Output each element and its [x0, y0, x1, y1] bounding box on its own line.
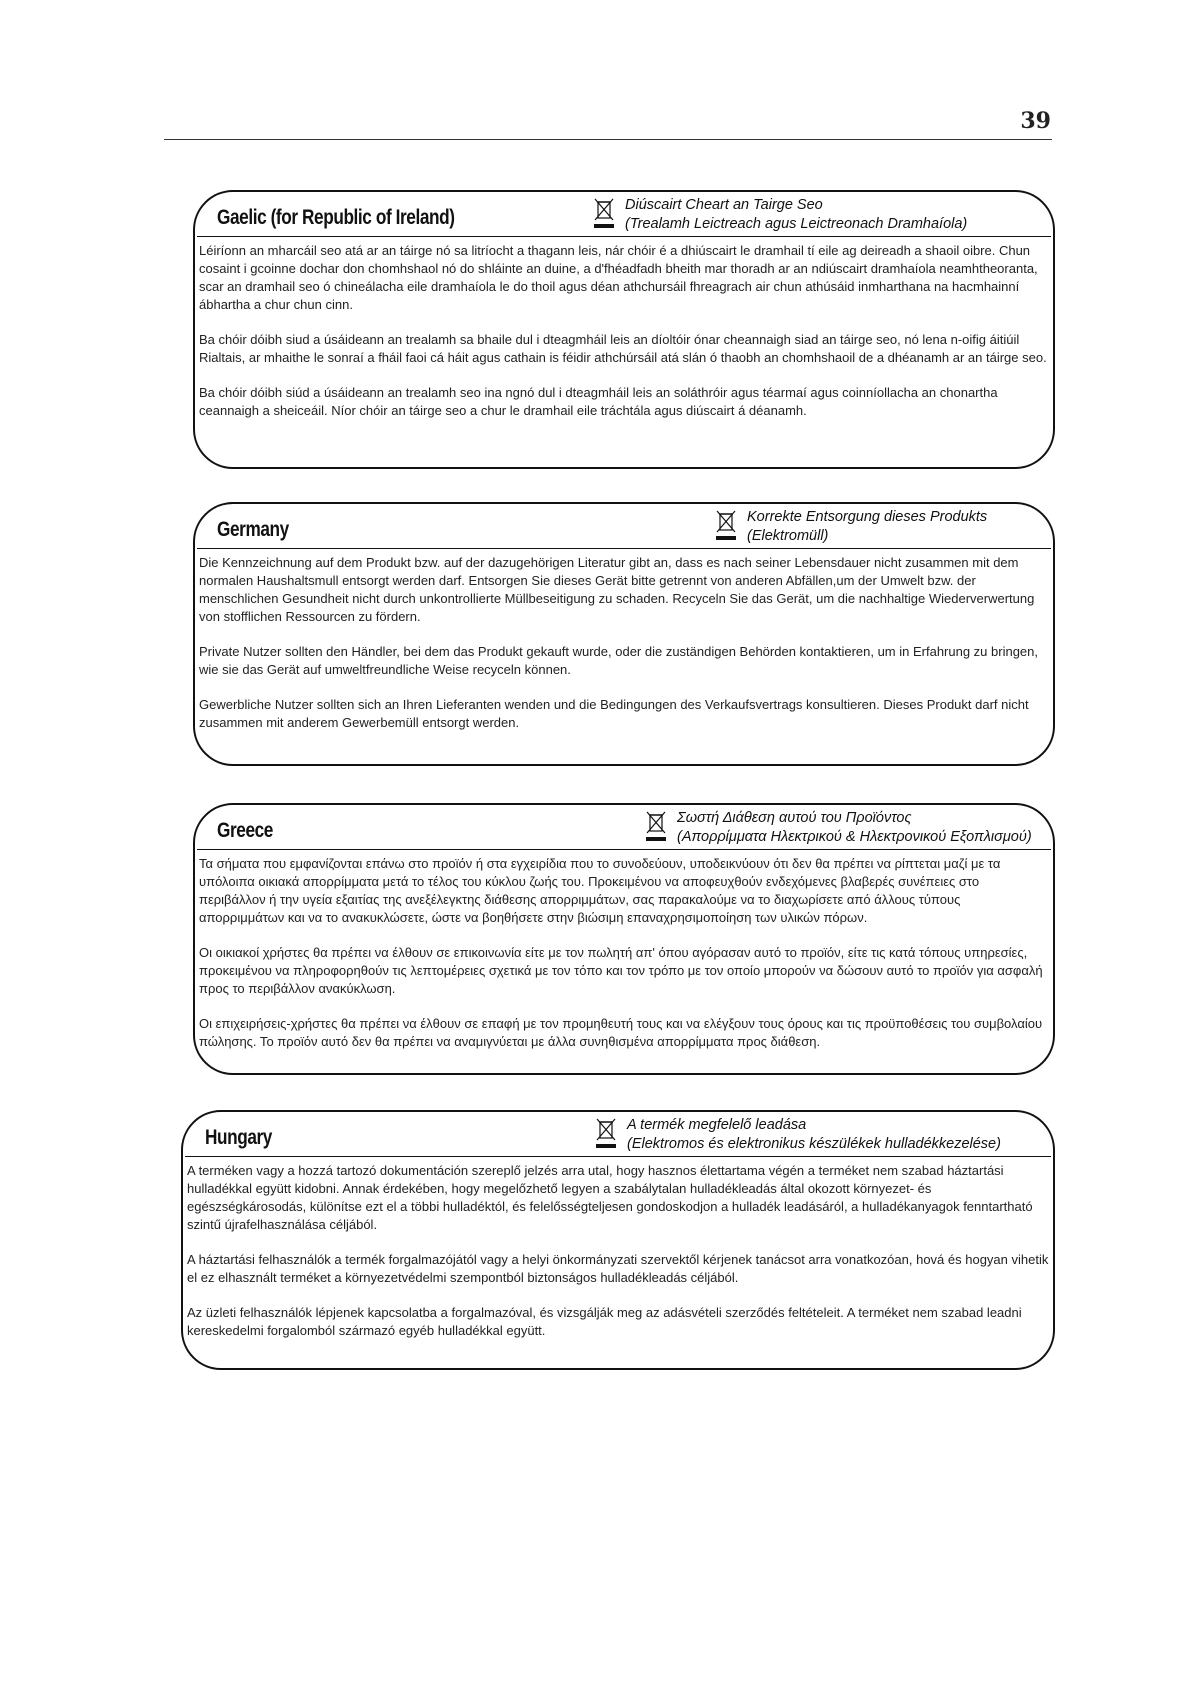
section-rule: [197, 849, 1051, 850]
section-header: [593, 196, 967, 234]
section-body: [199, 242, 1049, 437]
paragraph: Οι οικιακοί χρήστες θα πρέπει να έλθουν σε επικοινωνία είτε με τον πωλητή απ' όπου αγόρασαν αυτό το προϊόν, είτε τις κατά τόπους υπηρεσίες, προκειμένου να πληροφορηθούν τις λεπτομέρειες σχετικά με τον τόπο και τον τρόπο με τον οποίο μπορούν να δώσουν αυτό το προϊόν για ασφαλή προς το περιβάλλον ανακύκλωση.: [199, 945, 1043, 996]
weee-crossed-bin-icon: [593, 198, 615, 232]
header-line-2: (Trealamh Leictreach agus Leictreonach Dramhaíola): [625, 216, 968, 232]
section-body: [187, 1162, 1049, 1357]
header-line-1: Σωστή Διάθεση αυτού του Προϊόντος: [677, 810, 912, 826]
paragraph: Ba chóir dóibh siúd a úsáideann an trealamh seo ina ngnó dul i dteagmháil leis an soláthróir agus téarmaí agus coinníollacha an chonartha ceannaigh a sheiceáil. Níor chóir an táirge seo a chur le dramhail eile tráchtála agus diúscairt á déanamh.: [199, 385, 998, 418]
section-gaelic: [193, 190, 1055, 469]
section-body: [199, 855, 1049, 1068]
paragraph: Τα σήματα που εμφανίζονται επάνω στο προϊόν ή στα εγχειρίδια που το συνοδεύουν, υποδεικνύουν ότι δεν θα πρέπει να ρίπτεται μαζί με τα υπόλοιπα οικιακά απορρίμματα μετά το τέλος του κύκλου ζωής του. Προκειμένου να αποφευχθούν ενδεχόμενες βλαβερές συνέπειες στο περιβάλλον ή την υγεία εξαιτίας της ανεξέλεγκτης διάθεσης απορριμμάτων, σας παρακαλούμε να το διαχωρίσετε από άλλους τύπους απορριμμάτων και να το ανακυκλώσετε, ώστε να βοηθήσετε στην βιώσιμη επαναχρησιμοποίηση των υλικών πόρων.: [199, 856, 1001, 925]
paragraph: A háztartási felhasználók a termék forgalmazójától vagy a helyi önkormányzati szervektől kérjenek tanácsot arra vonatkozóan, hová és hogyan vihetik el ez elhasznált terméket a környezetvédelmi szempontból biztonságos hulladékleadás céljából.: [187, 1252, 1049, 1285]
section-rule: [185, 1156, 1051, 1157]
header-line-2: (Elektromos és elektronikus készülékek hulladékkezelése): [627, 1136, 1001, 1152]
weee-crossed-bin-icon: [645, 811, 667, 845]
section-rule: [197, 548, 1051, 549]
paragraph: Léiríonn an mharcáil seo atá ar an táirge nó sa litríocht a thagann leis, nár chóir é a dhiúscairt le dramhail tí eile ag deireadh a shaoil oibre. Chun cosaint i gcoinne dochar don chomhshaol nó do shláinte an duine, a d'fhéadfadh bheith mar thoradh ar an ndiúscairt dramhaíola neamhtheoranta, scar an dramhail seo ó chineálacha eile dramhaíola le do thoil agus déan athchursáil fhreagrach air chun athúsáid inmharthana na hacmhainní ábhartha a chur chun cinn.: [199, 243, 1038, 312]
section-hungary: [181, 1110, 1055, 1370]
paragraph: Die Kennzeichnung auf dem Produkt bzw. auf der dazugehörigen Literatur gibt an, dass es nach seiner Lebensdauer nicht zusammen mit dem normalen Haushaltsmull entsorgt werden darf. Entsorgen Sie dieses Gerät bitte getrennt von anderen Abfällen,um der Umwelt bzw. der menschlichen Gesundheit nicht durch unkontrollierte Müllbeseitigung zu schaden. Recyceln Sie das Gerät, um die nachhaltige Wiederverwertung von stofflichen Ressourcen zu fördern.: [199, 555, 1035, 624]
section-title: Greece: [217, 819, 273, 842]
paragraph: Ba chóir dóibh siud a úsáideann an trealamh sa bhaile dul i dteagmháil leis an díoltóir ónar cheannaigh siad an táirge seo, nó lena n-oifig áitiúil Rialtais, ar mhaithe le sonraí a fháil faoi cá háit agus cathain is féidir athchúrsáil atá slán ó thaobh an chomhshaoil de a dhéanamh ar an táirge seo.: [199, 332, 1047, 365]
section-header: [715, 508, 987, 546]
header-line-1: Diúscairt Cheart an Tairge Seo: [625, 197, 823, 213]
section-title: Gaelic (for Republic of Ireland): [217, 206, 455, 229]
section-greece: [193, 803, 1055, 1075]
section-rule: [197, 236, 1051, 237]
section-title: Germany: [217, 518, 289, 541]
paragraph: Οι επιχειρήσεις-χρήστες θα πρέπει να έλθουν σε επαφή με τον προμηθευτή τους και να ελέγξουν τους όρους και τις προϋποθέσεις του συμβολαίου πώλησης. Το προϊόν αυτό δεν θα πρέπει να αναμιγνύεται με άλλα συνηθισμένα απορρίμματα προς διάθεση.: [199, 1016, 1043, 1049]
section-title: Hungary: [205, 1126, 272, 1149]
weee-crossed-bin-icon: [715, 510, 737, 544]
paragraph: Private Nutzer sollten den Händler, bei dem das Produkt gekauft wurde, oder die zuständigen Behörden kontaktieren, um in Erfahrung zu bringen, wie sie das Gerät auf umweltfreundliche Weise recyceln können.: [199, 644, 1039, 677]
header-line-1: A termék megfelelő leadása: [627, 1117, 807, 1133]
page-number: 39: [1020, 108, 1051, 134]
header-line-2: (Elektromüll): [747, 528, 829, 544]
paragraph: Gewerbliche Nutzer sollten sich an Ihren Lieferanten wenden und die Bedingungen des Verkaufsvertrags konsultieren. Dieses Produkt darf nicht zusammen mit anderem Gewerbemüll entsorgt werden.: [199, 697, 1029, 730]
paragraph: Az üzleti felhasználók lépjenek kapcsolatba a forgalmazóval, és vizsgálják meg az adásvételi szerződés feltételeit. A terméket nem szabad leadni kereskedelmi forgalomból származó egyéb hulladékkal együtt.: [187, 1305, 1022, 1338]
header-line-1: Korrekte Entsorgung dieses Produkts: [747, 509, 988, 525]
section-header: [645, 809, 1032, 847]
section-body: [199, 554, 1049, 749]
paragraph: A terméken vagy a hozzá tartozó dokumentáción szereplő jelzés arra utal, hogy hasznos élettartama végén a terméket nem szabad háztartási hulladékkal együtt kidobni. Annak érdekében, hogy megelőzhető legyen a szabálytalan hulladékleadás által okozott környezet- és egészségkárosodás, különítse ezt el a többi hulladéktól, és felelősségteljesen gondoskodjon a hulladék leadásáról, a hulladékanyagok fenntartható szintű újrafelhasználása céljából.: [187, 1163, 1033, 1232]
header-rule: [164, 139, 1052, 140]
section-germany: [193, 502, 1055, 766]
header-line-2: (Απορρίμματα Ηλεκτρικού & Ηλεκτρονικού Εξοπλισμού): [677, 829, 1032, 845]
weee-crossed-bin-icon: [595, 1118, 617, 1152]
section-header: [595, 1116, 1001, 1154]
